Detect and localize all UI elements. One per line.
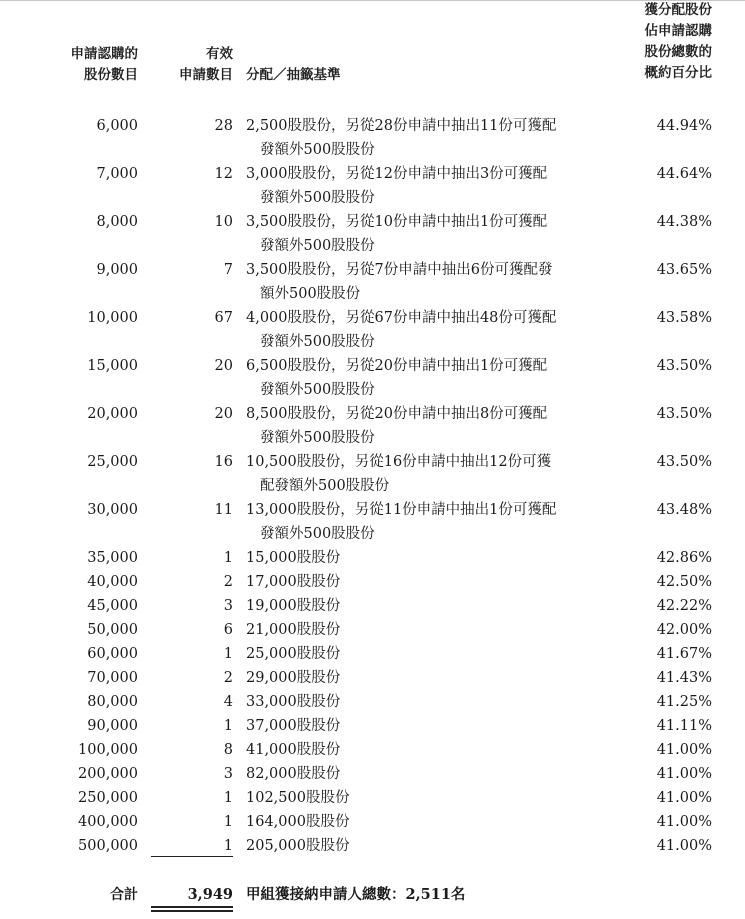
cell-shares-applied: 20,000 [87,406,138,422]
basis-line: 2,500股股份，另從28份申請中抽出11份可獲配 [246,118,557,134]
cell-shares-applied: 6,000 [96,118,138,134]
table-row [0,210,745,258]
cell-allocation-basis [246,666,340,690]
cell-shares-applied: 250,000 [78,790,138,806]
cell-allocation-basis [246,498,556,546]
basis-line: 19,000股股份 [246,598,341,614]
table-row [0,786,745,810]
cell-shares-applied: 80,000 [87,694,138,710]
cell-approx-percentage: 43.50% [656,358,712,374]
cell-shares-applied: 40,000 [87,574,138,590]
header-shares-line-1: 申請認購的 [70,46,138,62]
cell-approx-percentage: 41.67% [656,646,712,662]
cell-allocation-basis [246,810,349,834]
cell-approx-percentage: 41.00% [656,766,712,782]
table-row [0,570,745,594]
cell-allocation-basis [246,546,340,570]
cell-allocation-basis [246,690,340,714]
cell-allocation-basis [246,594,340,618]
table-row [0,642,745,666]
basis-line: 25,000股股份 [246,646,341,662]
cell-allocation-basis [246,642,340,666]
cell-approx-percentage: 43.50% [656,454,712,470]
cell-shares-applied: 9,000 [96,262,138,278]
table-row [0,114,745,162]
cell-valid-applications: 1 [223,550,233,566]
cell-shares-applied: 10,000 [87,310,138,326]
basis-line: 配發額外500股股份 [260,478,390,494]
cell-valid-applications: 7 [223,262,233,278]
table-row [0,498,745,546]
cell-valid-applications: 16 [214,454,233,470]
cell-valid-applications: 1 [223,718,233,734]
cell-valid-applications: 4 [223,694,233,710]
basis-line: 13,000股股份，另從11份申請中抽出1份可獲配 [246,502,557,518]
cell-approx-percentage: 42.22% [656,598,712,614]
cell-approx-percentage: 41.00% [656,790,712,806]
table-row [0,810,745,834]
table-row [0,834,745,858]
cell-valid-applications: 10 [214,214,233,230]
subtotal-rule [151,856,233,857]
basis-line: 33,000股股份 [246,694,341,710]
header-pct-line-1: 獲分配股份 [644,2,712,18]
basis-line: 發額外500股股份 [260,190,375,206]
cell-shares-applied: 35,000 [87,550,138,566]
basis-line: 發額外500股股份 [260,382,375,398]
table-row [0,258,745,306]
table-row [0,762,745,786]
cell-valid-applications: 1 [223,646,233,662]
table-row [0,354,745,402]
cell-valid-applications: 1 [223,790,233,806]
total-note: 甲組獲接納申請人總數：2,511名 [246,886,466,903]
cell-shares-applied: 25,000 [87,454,138,470]
cell-valid-applications: 2 [223,670,233,686]
basis-line: 發額外500股股份 [260,430,375,446]
cell-approx-percentage: 43.48% [656,502,712,518]
table-row [0,402,745,450]
header-pct-line-3: 股份總數的 [644,44,712,60]
header-approx-percentage [645,0,713,84]
header-basis-text: 分配／抽籤基準 [246,67,341,83]
table-row [0,618,745,642]
basis-line: 3,000股股份，另從12份申請中抽出3份可獲配 [246,166,548,182]
basis-line: 4,000股股份，另從67份申請中抽出48份可獲配 [246,310,557,326]
cell-allocation-basis [246,570,340,594]
header-valid-line-1: 有效 [206,46,233,62]
cell-valid-applications: 28 [214,118,233,134]
basis-line: 15,000股股份 [246,550,341,566]
cell-approx-percentage: 43.50% [656,406,712,422]
cell-shares-applied: 15,000 [87,358,138,374]
basis-line: 82,000股股份 [246,766,341,782]
table-row [0,306,745,354]
total-double-rule-upper [151,906,233,908]
cell-valid-applications: 3 [223,766,233,782]
basis-line: 發額外500股股份 [260,526,375,542]
basis-line: 發額外500股股份 [260,142,375,158]
cell-valid-applications: 67 [214,310,233,326]
header-allocation-basis [246,65,341,86]
cell-shares-applied: 400,000 [78,814,138,830]
total-value: 3,949 [187,886,233,903]
cell-allocation-basis [246,210,547,258]
cell-shares-applied: 30,000 [87,502,138,518]
allocation-table-body [0,114,745,858]
cell-approx-percentage: 41.00% [656,742,712,758]
basis-line: 205,000股股份 [246,838,350,854]
total-double-rule-lower [151,910,233,912]
cell-allocation-basis [246,834,349,858]
table-row [0,594,745,618]
cell-approx-percentage: 42.00% [656,622,712,638]
cell-valid-applications: 6 [223,622,233,638]
cell-allocation-basis [246,618,340,642]
header-pct-line-2: 佔申請認購 [644,23,712,39]
cell-valid-applications: 2 [223,574,233,590]
basis-line: 29,000股股份 [246,670,341,686]
cell-allocation-basis [246,258,552,306]
cell-valid-applications: 1 [223,838,233,854]
table-row [0,690,745,714]
cell-approx-percentage: 44.94% [656,118,712,134]
basis-line: 6,500股股份，另從20份申請中抽出1份可獲配 [246,358,548,374]
total-label: 合計 [110,887,138,903]
cell-shares-applied: 200,000 [78,766,138,782]
cell-allocation-basis [246,714,340,738]
cell-shares-applied: 60,000 [87,646,138,662]
cell-approx-percentage: 41.25% [656,694,712,710]
table-row [0,666,745,690]
cell-approx-percentage: 44.64% [656,166,712,182]
table-row [0,714,745,738]
cell-allocation-basis [246,762,340,786]
cell-shares-applied: 500,000 [78,838,138,854]
cell-valid-applications: 12 [214,166,233,182]
header-valid-line-2: 申請數目 [179,67,233,83]
cell-valid-applications: 11 [214,502,233,518]
header-shares-line-2: 股份數目 [84,67,138,83]
basis-line: 41,000股股份 [246,742,341,758]
cell-allocation-basis [246,162,547,210]
basis-line: 102,500股股份 [246,790,350,806]
cell-allocation-basis [246,402,547,450]
basis-line: 額外500股股份 [260,286,361,302]
cell-valid-applications: 3 [223,598,233,614]
cell-allocation-basis [246,114,556,162]
cell-valid-applications: 1 [223,814,233,830]
cell-approx-percentage: 42.50% [656,574,712,590]
cell-allocation-basis [246,786,349,810]
basis-line: 17,000股股份 [246,574,341,590]
cell-approx-percentage: 44.38% [656,214,712,230]
basis-line: 8,500股股份，另從20份申請中抽出8份可獲配 [246,406,548,422]
cell-approx-percentage: 41.11% [656,718,712,734]
cell-shares-applied: 100,000 [78,742,138,758]
basis-line: 37,000股股份 [246,718,341,734]
basis-line: 發額外500股股份 [260,334,375,350]
basis-line: 10,500股股份，另從16份申請中抽出12份可獲 [246,454,552,470]
cell-shares-applied: 8,000 [96,214,138,230]
basis-line: 發額外500股股份 [260,238,375,254]
header-pct-line-4: 概約百分比 [644,65,712,81]
basis-line: 164,000股股份 [246,814,350,830]
cell-shares-applied: 45,000 [87,598,138,614]
cell-approx-percentage: 41.00% [656,814,712,830]
cell-approx-percentage: 43.65% [656,262,712,278]
cell-shares-applied: 70,000 [87,670,138,686]
cell-allocation-basis [246,738,340,762]
header-valid-applications [179,44,233,86]
cell-shares-applied: 50,000 [87,622,138,638]
header-shares-applied [71,44,139,86]
cell-allocation-basis [246,306,556,354]
cell-shares-applied: 90,000 [87,718,138,734]
cell-valid-applications: 20 [214,358,233,374]
table-row [0,450,745,498]
table-row [0,162,745,210]
cell-allocation-basis [246,450,551,498]
cell-valid-applications: 20 [214,406,233,422]
top-border [0,0,745,1]
basis-line: 3,500股股份，另從10份申請中抽出1份可獲配 [246,214,548,230]
cell-approx-percentage: 41.00% [656,838,712,854]
basis-line: 21,000股股份 [246,622,341,638]
cell-approx-percentage: 41.43% [656,670,712,686]
table-row [0,546,745,570]
cell-shares-applied: 7,000 [96,166,138,182]
cell-allocation-basis [246,354,547,402]
cell-valid-applications: 8 [223,742,233,758]
cell-approx-percentage: 42.86% [656,550,712,566]
table-row [0,738,745,762]
cell-approx-percentage: 43.58% [656,310,712,326]
basis-line: 3,500股股份，另從7份申請中抽出6份可獲配發 [246,262,553,278]
